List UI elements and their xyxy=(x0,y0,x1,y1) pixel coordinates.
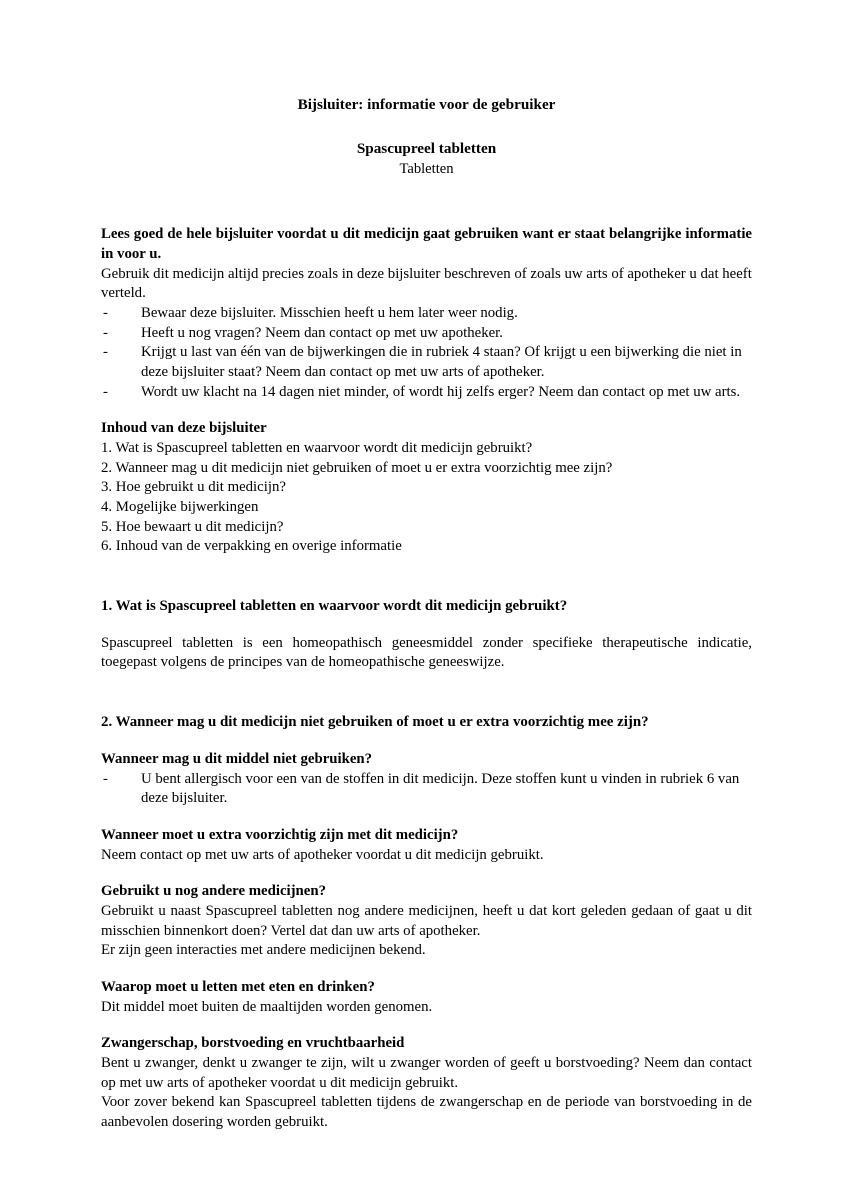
list-item-text: Krijgt u last van één van de bijwerkingen die in rubriek 4 staan? Of krijgt u een bijwerking die niet in deze bijsluiter staat? Neem dan contact op met uw arts of apotheker. xyxy=(141,344,742,380)
list-item-text: Heeft u nog vragen? Neem dan contact op met uw apotheker. xyxy=(141,324,503,341)
toc-item-3: 3. Hoe gebruikt u dit medicijn? xyxy=(101,479,286,496)
list-item xyxy=(101,324,752,344)
list-item-text: Wordt uw klacht na 14 dagen niet minder, of wordt hij zelfs erger? Neem dan contact op met uw arts. xyxy=(141,383,741,400)
toc-item-4: 4. Mogelijke bijwerkingen xyxy=(101,498,259,515)
bullet-dash-icon: - xyxy=(103,770,108,787)
subsection-pregnancy-heading: Zwangerschap, borstvoeding en vruchtbaarheid xyxy=(101,1035,405,1052)
section-2-heading: 2. Wanneer mag u dit medicijn niet gebruiken of moet u er extra voorzichtig mee zijn? xyxy=(101,714,649,731)
subsection-pregnancy-body-2: Voor zover bekend kan Spascupreel tabletten tijdens de zwangerschap en de periode van borstvoeding in de aanbevolen dosering worden gebruikt. xyxy=(101,1094,752,1131)
list-item xyxy=(101,343,752,382)
subsection-other-meds-body-1: Gebruikt u naast Spascupreel tabletten nog andere medicijnen, heeft u dat kort geleden gedaan of gaat u dit misschien binnenkort doen? Vertel dat dan uw arts of apotheker. xyxy=(101,902,752,939)
subsection-not-use-heading: Wanneer mag u dit middel niet gebruiken? xyxy=(101,750,373,767)
subsection-careful-heading: Wanneer moet u extra voorzichtig zijn met dit medicijn? xyxy=(101,826,459,843)
intro-warning: Lees goed de hele bijsluiter voordat u dit medicijn gaat gebruiken want er staat belangrijke informatie in voor u. xyxy=(101,226,752,262)
toc-item-1: 1. Wat is Spascupreel tabletten en waarvoor wordt dit medicijn gebruikt? xyxy=(101,439,533,456)
list-item xyxy=(101,383,752,403)
not-use-bullet-list xyxy=(101,770,752,809)
bullet-dash-icon: - xyxy=(103,304,108,321)
list-item-text: U bent allergisch voor een van de stoffen in dit medicijn. Deze stoffen kunt u vinden in rubriek 6 van deze bijsluiter. xyxy=(141,770,740,807)
subsection-food-heading: Waarop moet u letten met eten en drinken? xyxy=(101,978,375,995)
subsection-food-body: Dit middel moet buiten de maaltijden worden genomen. xyxy=(101,998,433,1015)
product-heading-block xyxy=(101,138,752,180)
toc-item-6: 6. Inhoud van de verpakking en overige informatie xyxy=(101,538,402,555)
subsection-pregnancy-body-1: Bent u zwanger, denkt u zwanger te zijn, wilt u zwanger worden of geeft u borstvoeding? Neem dan contact op met uw arts of apotheker voordat u dit medicijn gebruikt. xyxy=(101,1055,752,1091)
toc-item-5: 5. Hoe bewaart u dit medicijn? xyxy=(101,518,284,535)
bullet-dash-icon: - xyxy=(103,324,108,341)
subsection-other-meds-heading: Gebruikt u nog andere medicijnen? xyxy=(101,883,326,900)
section-1-body: Spascupreel tabletten is een homeopathisch geneesmiddel zonder specifieke therapeutische indicatie, toegepast volgens de principes van de homeopathische geneeswijze. xyxy=(101,634,752,671)
bullet-dash-icon: - xyxy=(103,344,108,361)
section-1-heading: 1. Wat is Spascupreel tabletten en waarvoor wordt dit medicijn gebruikt? xyxy=(101,597,568,614)
intro-usage: Gebruik dit medicijn altijd precies zoals in deze bijsluiter beschreven of zoals uw arts of apotheker u dat heeft verteld. xyxy=(101,265,752,302)
product-name: Spascupreel tabletten xyxy=(356,139,497,157)
subsection-other-meds-body-2: Er zijn geen interacties met andere medicijnen bekend. xyxy=(101,942,426,959)
toc-heading: Inhoud van deze bijsluiter xyxy=(101,420,267,437)
bullet-dash-icon: - xyxy=(103,383,108,400)
list-item-text: Bewaar deze bijsluiter. Misschien heeft u hem later weer nodig. xyxy=(141,304,518,321)
list-item xyxy=(101,304,752,324)
subsection-careful-body: Neem contact op met uw arts of apotheker voordat u dit medicijn gebruikt. xyxy=(101,846,544,863)
list-item xyxy=(101,770,752,809)
toc-item-2: 2. Wanneer mag u dit medicijn niet gebruiken of moet u er extra voorzichtig mee zijn? xyxy=(101,459,613,476)
product-form: Tabletten xyxy=(399,160,454,177)
intro-bullet-list xyxy=(101,304,752,402)
page-title: Bijsluiter: informatie voor de gebruiker xyxy=(297,96,556,113)
